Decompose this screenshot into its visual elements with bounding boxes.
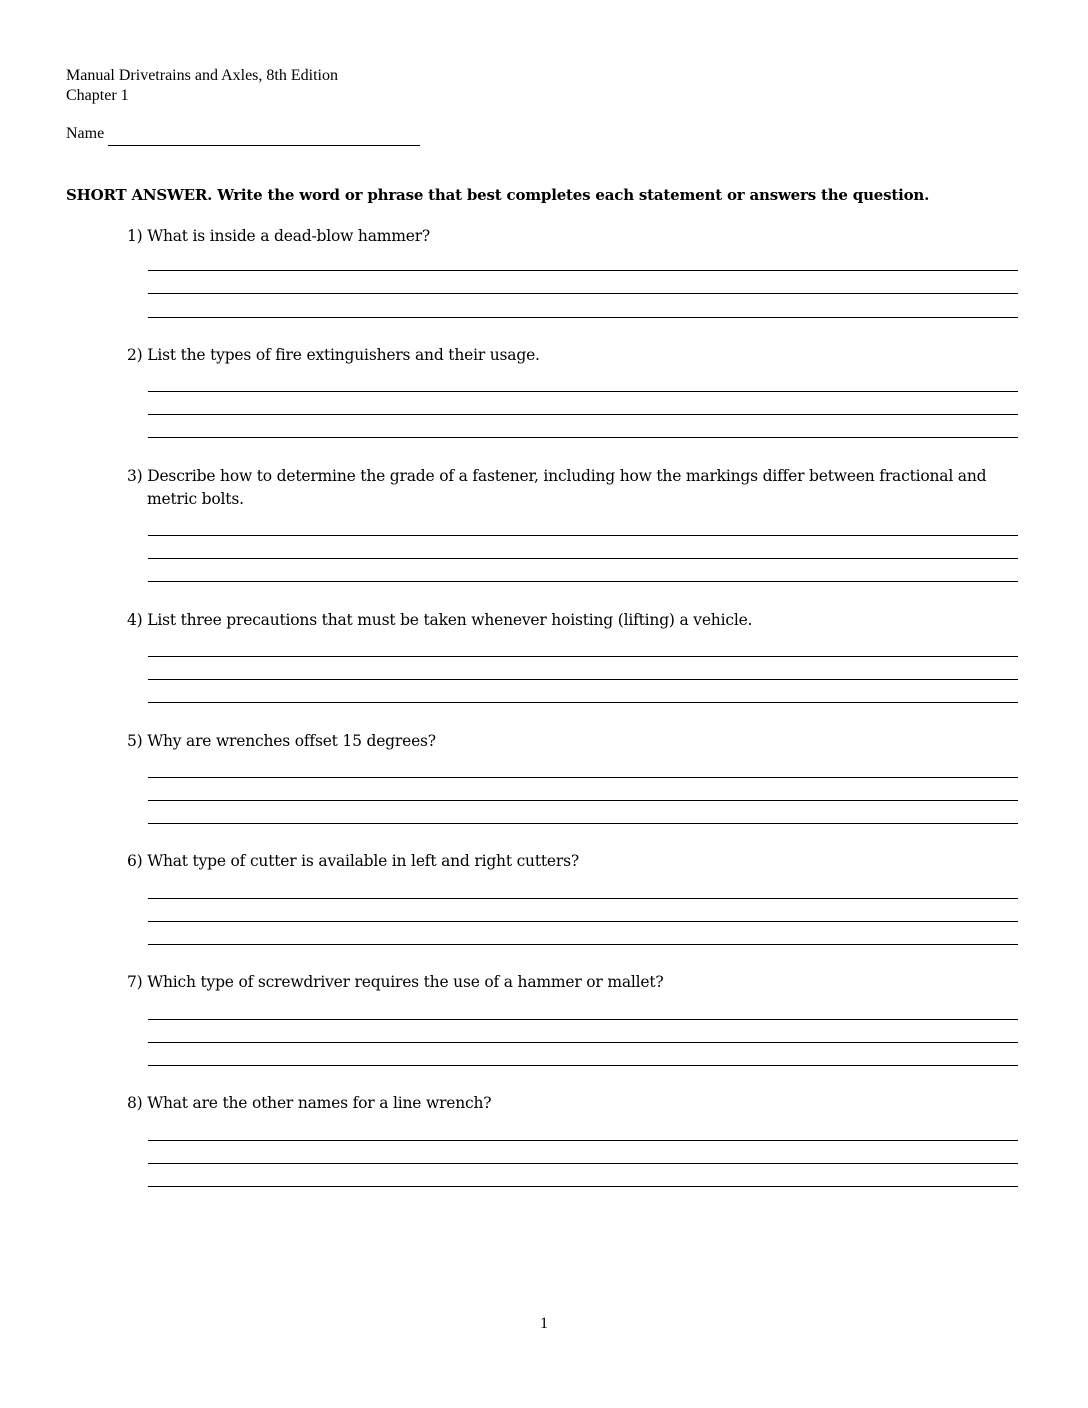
chapter-label: Chapter 1 <box>66 87 129 104</box>
answer-line[interactable] <box>148 581 1018 582</box>
answer-line[interactable] <box>148 702 1018 703</box>
answer-line[interactable] <box>148 437 1018 438</box>
answer-line[interactable] <box>148 921 1018 922</box>
answer-line[interactable] <box>148 293 1018 294</box>
answer-line[interactable] <box>148 317 1018 318</box>
answer-line[interactable] <box>148 800 1018 801</box>
answer-line[interactable] <box>148 558 1018 559</box>
answer-line[interactable] <box>148 1019 1018 1020</box>
answer-line[interactable] <box>148 535 1018 536</box>
answer-line[interactable] <box>148 898 1018 899</box>
answer-line[interactable] <box>148 270 1018 271</box>
answer-line[interactable] <box>148 414 1018 415</box>
answer-line[interactable] <box>148 823 1018 824</box>
question-text: 4) List three precautions that must be taken whenever hoisting (lifting) a vehicle. <box>127 611 753 629</box>
question-text: 8) What are the other names for a line wrench? <box>127 1094 492 1112</box>
answer-line[interactable] <box>148 1186 1018 1187</box>
answer-line[interactable] <box>148 1163 1018 1164</box>
instructions: SHORT ANSWER. Write the word or phrase that best completes each statement or answers the question. <box>66 186 930 204</box>
question-text: 2) List the types of fire extinguishers and their usage. <box>127 346 540 364</box>
answer-line[interactable] <box>148 1140 1018 1141</box>
answer-line[interactable] <box>148 777 1018 778</box>
answer-line[interactable] <box>148 944 1018 945</box>
name-field-line[interactable] <box>108 145 420 146</box>
question-text: 1) What is inside a dead-blow hammer? <box>127 227 431 245</box>
answer-line[interactable] <box>148 1042 1018 1043</box>
document-title: Manual Drivetrains and Axles, 8th Edition <box>66 67 338 84</box>
answer-line[interactable] <box>148 391 1018 392</box>
answer-line[interactable] <box>148 679 1018 680</box>
name-label: Name <box>66 125 105 142</box>
answer-line[interactable] <box>148 656 1018 657</box>
question-text: 6) What type of cutter is available in left and right cutters? <box>127 852 579 870</box>
question-text: 7) Which type of screwdriver requires the use of a hammer or mallet? <box>127 973 664 991</box>
answer-line[interactable] <box>148 1065 1018 1066</box>
page-number: 1 <box>540 1315 548 1332</box>
question-text: 5) Why are wrenches offset 15 degrees? <box>127 732 436 750</box>
question-text: 3) Describe how to determine the grade of a fastener, including how the markings differ between fractional and metric bolts. <box>127 467 987 508</box>
